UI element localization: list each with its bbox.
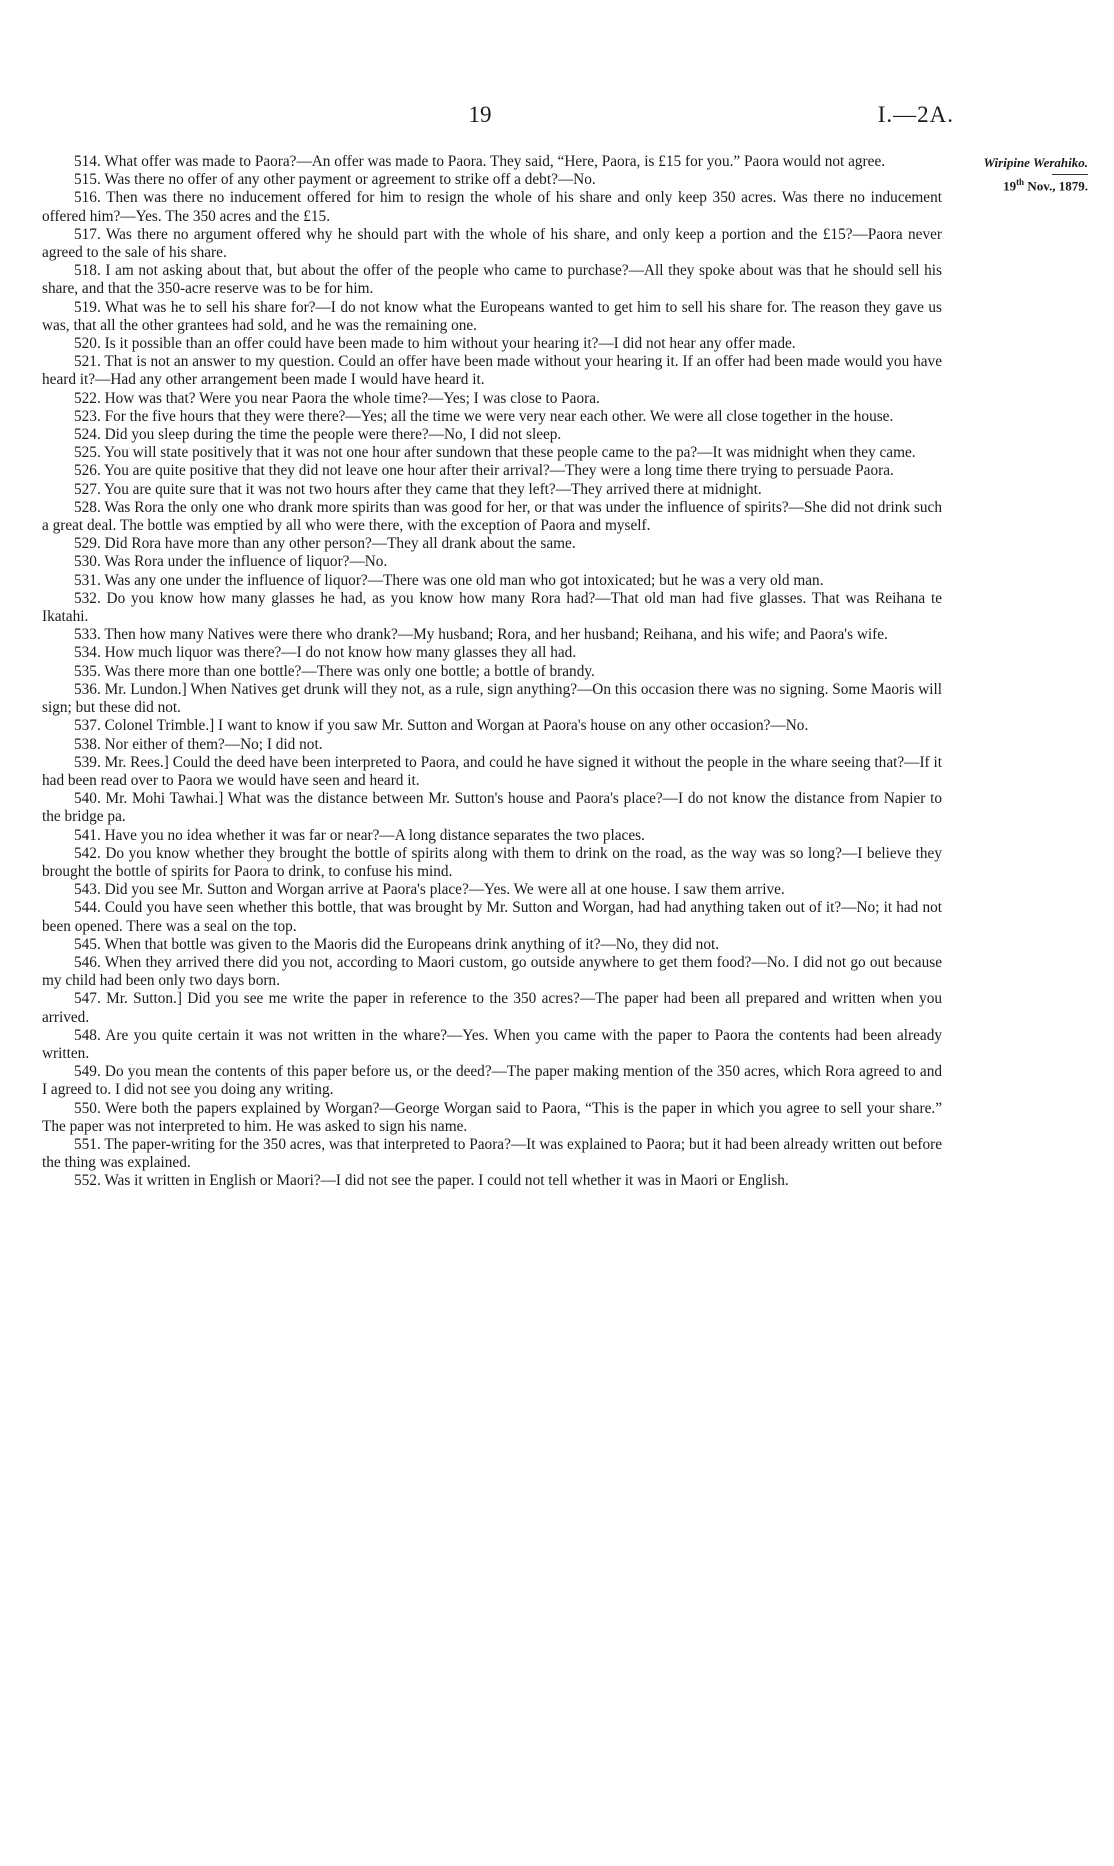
testimony-paragraph: 547. Mr. Sutton.] Did you see me write the paper in reference to the 350 acres?—The paper had been all prepared and written when you arrived. xyxy=(42,990,942,1026)
date-suffix: th xyxy=(1016,177,1025,187)
testimony-body xyxy=(42,153,942,1191)
testimony-paragraph: 537. Colonel Trimble.] I want to know if you saw Mr. Sutton and Worgan at Paora's house on any other occasion?—No. xyxy=(74,717,809,735)
testimony-paragraph: 519. What was he to sell his share for?—I do not know what the Europeans wanted to get him to sell his share for. The reason they gave us was, that all the other grantees had sold, and he was the remaining one. xyxy=(42,298,942,334)
date-day: 19 xyxy=(1003,178,1017,194)
testimony-paragraph: 522. How was that? Were you near Paora the whole time?—Yes; I was close to Paora. xyxy=(74,389,600,407)
testimony-paragraph: 516. Then was there no inducement offered for him to resign the whole of his share and only keep 350 acres. Was there no inducement offered him?—Yes. The 350 acres and the £15. xyxy=(42,189,942,225)
testimony-paragraph: 518. I am not asking about that, but about the offer of the people who came to purchase?—All they spoke about was that he should sell his share, and that the 350-acre reserve was to be for him. xyxy=(42,262,942,298)
testimony-paragraph: 524. Did you sleep during the time the people were there?—No, I did not sleep. xyxy=(74,426,562,444)
testimony-paragraph: 539. Mr. Rees.] Could the deed have been interpreted to Paora, and could he have signed it without the people in the whare seeing that?—If it had been read over to Paora we would have seen and heard it. xyxy=(42,753,942,789)
testimony-paragraph: 545. When that bottle was given to the Maoris did the Europeans drink anything of it?—No, they did not. xyxy=(74,935,720,953)
testimony-paragraph: 514. What offer was made to Paora?—An offer was made to Paora. They said, “Here, Paora, is £15 for you.” Paora would not agree. xyxy=(74,153,886,170)
testimony-paragraph: 517. Was there no argument offered why he should part with the whole of his share, and only keep a portion and the £15?—Paora never agreed to the sale of his share. xyxy=(42,225,942,262)
testimony-paragraph: 551. The paper-writing for the 350 acres, was that interpreted to Paora?—It was explained to Paora; but it had been already written out before the thing was explained. xyxy=(42,1135,942,1172)
testimony-paragraph: 530. Was Rora under the influence of liquor?—No. xyxy=(74,553,388,571)
testimony-paragraph: 535. Was there more than one bottle?—There was only one bottle; a bottle of brandy. xyxy=(74,662,595,680)
testimony-paragraph: 549. Do you mean the contents of this paper before us, or the deed?—The paper making mention of the 350 acres, which Rora agreed to and I agreed to. I did not see you doing any writing. xyxy=(42,1063,942,1099)
testimony-paragraph: 552. Was it written in English or Maori?—I did not see the paper. I could not tell whether it was in Maori or English. xyxy=(74,1172,789,1190)
testimony-paragraph: 528. Was Rora the only one who drank more spirits than was good for her, or that was under the influence of spirits?—She did not drink such a great deal. The bottle was emptied by all who were there, with the exception of Paora and myself. xyxy=(42,498,942,535)
testimony-paragraph: 546. When they arrived there did you not, according to Maori custom, go outside anywhere to get them food?—No. I did not go out because my child had been only two days born. xyxy=(42,953,942,990)
testimony-paragraph: 548. Are you quite certain it was not written in the whare?—Yes. When you came with the paper to Paora the contents had been already written. xyxy=(42,1026,942,1062)
testimony-paragraph: 543. Did you see Mr. Sutton and Worgan arrive at Paora's place?—Yes. We were all at one house. I saw them arrive. xyxy=(74,881,785,899)
testimony-paragraph: 515. Was there no offer of any other payment or agreement to strike off a debt?—No. xyxy=(74,171,596,189)
margin-note xyxy=(968,155,1088,194)
testimony-paragraph: 525. You will state positively that it was not one hour after sundown that these people came to the pa?—It was midnight when they came. xyxy=(74,444,916,462)
page-header xyxy=(0,102,1114,132)
testimony-paragraph: 521. That is not an answer to my question. Could an offer have been made without your hearing it. If an offer had been made would you have heard it?—Had any other arrangement been made I would have heard it. xyxy=(42,353,942,389)
testimony-paragraph: 520. Is it possible than an offer could have been made to him without your hearing it?—I did not hear any offer made. xyxy=(74,335,796,353)
testimony-paragraph: 536. Mr. Lundon.] When Natives get drunk will they not, as a rule, sign anything?—On this occasion there was no signing. Some Maoris will sign; but these did not. xyxy=(42,680,942,717)
testimony-paragraph: 526. You are quite positive that they did not leave one hour after their arrival?—They were a long time there trying to persuade Paora. xyxy=(74,462,894,480)
testimony-paragraph: 542. Do you know whether they brought the bottle of spirits along with them to drink on the road, as the way was so long?—I believe they brought the bottle of spirits for Paora to drink, to confuse his mind. xyxy=(42,844,942,880)
hearing-date xyxy=(968,177,1088,194)
testimony-paragraph: 538. Nor either of them?—No; I did not. xyxy=(74,735,323,753)
testimony-paragraph: 541. Have you no idea whether it was far or near?—A long distance separates the two places. xyxy=(74,826,645,844)
testimony-paragraph: 550. Were both the papers explained by Worgan?—George Worgan said to Paora, “This is the paper in which you agree to sell your share.” The paper was not interpreted to him. He was asked to sign his name. xyxy=(42,1099,942,1135)
date-rest: Nov., 1879. xyxy=(1024,178,1088,194)
margin-divider xyxy=(1052,174,1088,175)
page-number: 19 xyxy=(468,102,492,127)
testimony-paragraph: 544. Could you have seen whether this bottle, that was brought by Mr. Sutton and Worgan, had had anything taken out of it?—No; it had not been opened. There was a seal on the top. xyxy=(42,899,942,935)
witness-name: Wiripine Werahiko. xyxy=(983,155,1088,170)
testimony-paragraph: 531. Was any one under the influence of liquor?—There was one old man who got intoxicated; but he was a very old man. xyxy=(74,571,824,589)
testimony-paragraph: 523. For the five hours that they were there?—Yes; all the time we were very near each other. We were all close together in the house. xyxy=(74,407,894,425)
testimony-paragraph: 532. Do you know how many glasses he had, as you know how many Rora had?—That old man had five glasses. That was Reihana te Ikatahi. xyxy=(42,589,942,626)
testimony-paragraph: 533. Then how many Natives were there who drank?—My husband; Rora, and her husband; Reihana, and his wife; and Paora's wife. xyxy=(74,626,888,644)
testimony-paragraph: 529. Did Rora have more than any other person?—They all drank about the same. xyxy=(74,535,576,553)
document-reference: I.—2A. xyxy=(877,102,954,127)
testimony-paragraph: 540. Mr. Mohi Tawhai.] What was the distance between Mr. Sutton's house and Paora's place?—I do not know the distance from Napier to the bridge pa. xyxy=(42,790,942,826)
testimony-paragraph: 527. You are quite sure that it was not two hours after they came that they left?—They arrived there at midnight. xyxy=(74,480,762,498)
testimony-paragraph: 534. How much liquor was there?—I do not know how many glasses they all had. xyxy=(74,644,577,662)
